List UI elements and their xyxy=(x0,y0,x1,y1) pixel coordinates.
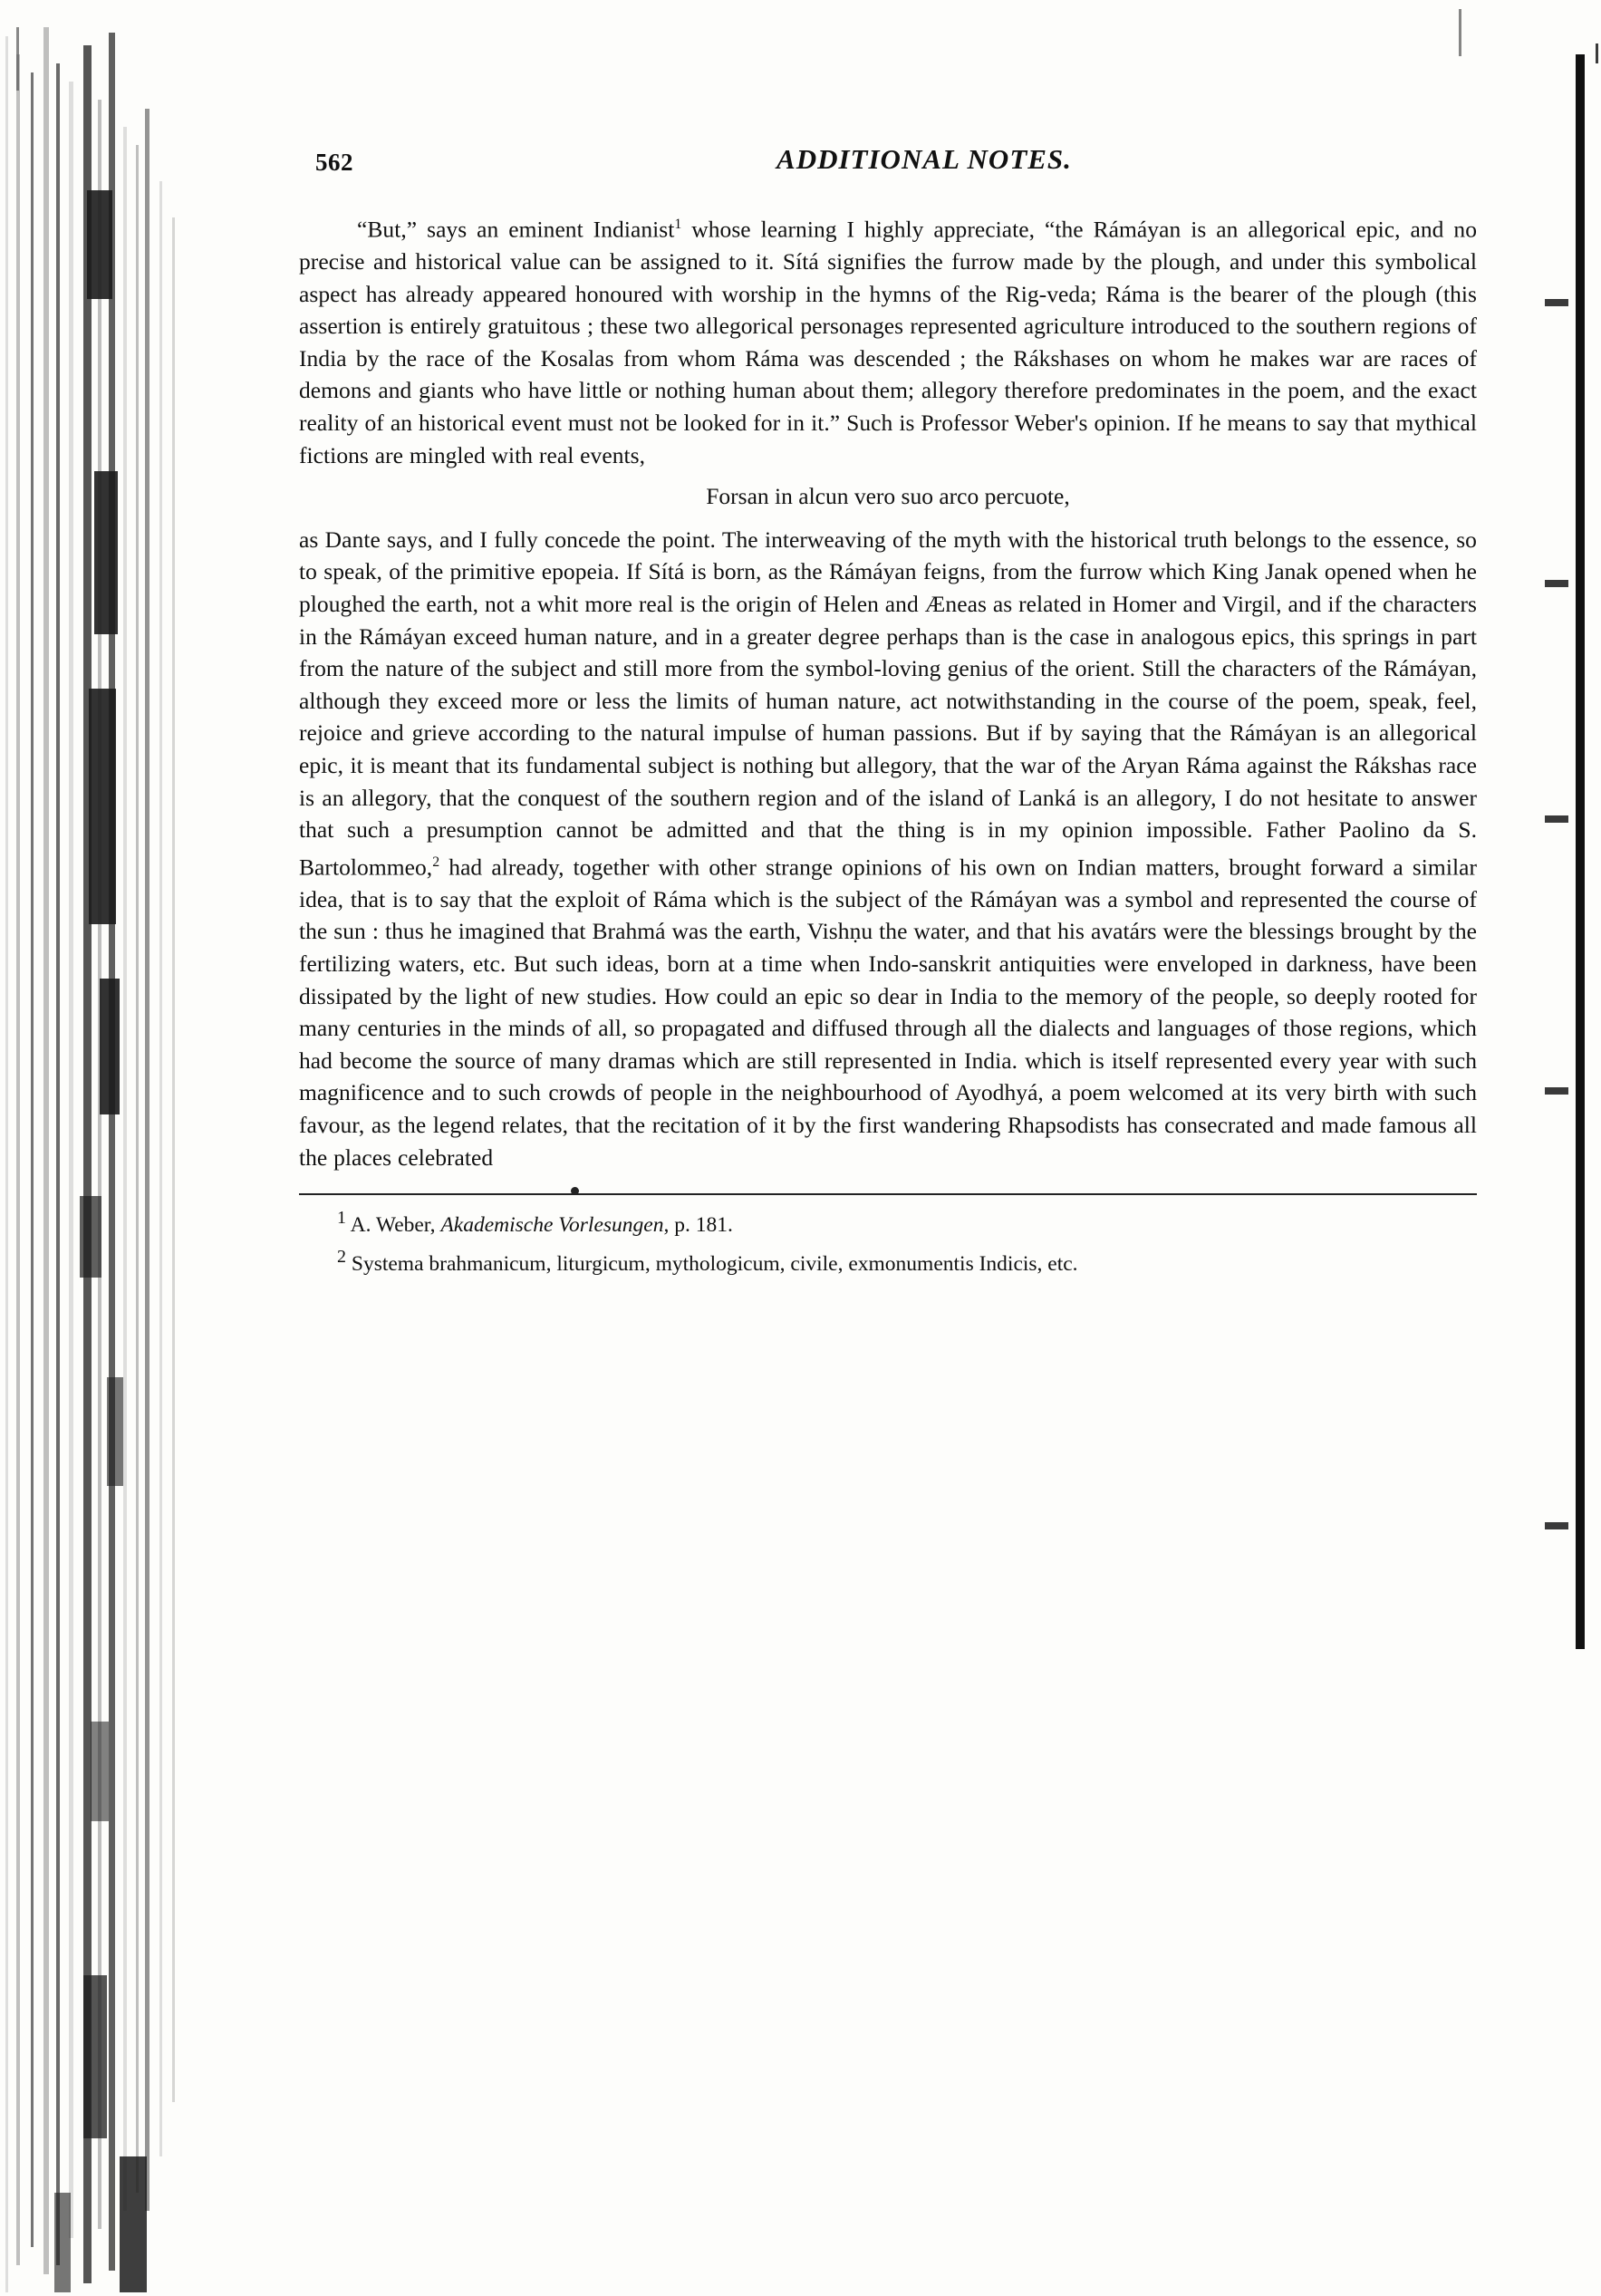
footnote-1-title: Akademische Vorlesungen xyxy=(440,1213,664,1238)
footnote-1-text: A. Weber, xyxy=(350,1213,441,1238)
footnote-ref-1: 1 xyxy=(674,217,682,232)
page-title: ADDITIONAL NOTES. xyxy=(776,143,1072,175)
page-number: 562 xyxy=(315,149,353,176)
footnote-ref-2: 2 xyxy=(432,854,440,870)
footnote-2-text: Systema brahmanicum, liturgicum, mythologicum, civile, exmonumentis Indicis, etc. xyxy=(351,1251,1078,1276)
paragraph-2-pre: as Dante says, and I fully concede the point. The interweaving of the myth with the historical truth belongs to the essence, so to speak, of the primitive epopeia. If Sítá is born, as the Rámáyan feigns, from the furrow which King Janak opened when he ploughed the earth, not a whit more real is the origin of Helen and Æneas as related in Homer and Virgil, and if the characters in the Rámáyan exceed human nature, and in a greater degree perhaps than is the case in analogous epics, this springs in part from the nature of the subject and still more from the symbol-loving genius of the orient. Still the characters of the Rámáyan, although they exceed more or less the limits of human nature, act notwithstanding in the course of the poem, speak, feel, rejoice and grieve according to the natural impulse of human passions. But if by saying that the Rámáyan is an allegorical epic, it is meant that its fundamental subject is nothing but allegory, that the war of the Aryan Ráma against the Rákshas race is an allegory, that the conquest of the southern region and of the island of Lanká is an allegory, I do not hesitate to answer that such a presumption cannot be admitted and that the thing is in my opinion impossible. Father Paolino da S. Bartolommeo, xyxy=(299,526,1477,881)
page-text-block xyxy=(299,136,1477,1282)
paragraph-quotation xyxy=(299,208,1477,471)
paragraph-commentary xyxy=(299,524,1477,1173)
verse-line: Forsan in alcun vero suo arco percuote, xyxy=(706,483,1070,510)
paragraph-1-pre: “But,” says an eminent Indianist xyxy=(357,216,675,243)
paragraph-1-post: whose learning I highly appreciate, “the Rámáyan is an allegorical epic, and no precise and historical value can be assigned to it. Sítá signifies the furrow made by the plough, and under this symbolical aspect has already appeared honoured with worship in the hymns of the Rig-veda; Ráma is the bearer of the plough (this assertion is entirely gratuitous ; these two allegorical personages represented agriculture introduced to the southern regions of India by the race of the Kosalas from whom Ráma was descended ; the Rákshases on whom he makes war are races of demons and giants who have little or nothing human about them; allegory therefore predominates in the poem, and the exact reality of an historical event must not be looked for in it.” Such is Professor Weber's opinion. If he means to say that mythical fictions are mingled with real events, xyxy=(299,216,1477,468)
footnote-2 xyxy=(299,1243,1477,1278)
scan-top-rule-mark xyxy=(1459,9,1461,56)
footnote-divider xyxy=(299,1193,1477,1195)
footnote-1 xyxy=(299,1204,1477,1240)
running-head xyxy=(299,136,1477,185)
footnote-2-marker: 2 xyxy=(337,1247,346,1268)
footnote-1-tail: , p. 181. xyxy=(663,1213,733,1238)
scan-corner-mark xyxy=(16,27,19,91)
footnote-1-marker: 1 xyxy=(337,1208,346,1229)
scan-edge-artifact xyxy=(1538,0,1601,2296)
scan-binding-artifact xyxy=(0,0,240,2296)
paragraph-2-post: had already, together with other strange opinions of his own on Indian matters, brought forward a similar idea, that is to say that the exploit of Ráma which is the subject of the Rámáyan was a symbol and represented the course of the sun : thus he imagined that Brahmá was the earth, Vishṇu the water, and that his avatárs were the blessings brought by the fertilizing waters, etc. But such ideas, born at a time when Indo-sanskrit antiquities were enveloped in darkness, have been dissipated by the light of new studies. How could an epic so dear in India to the memory of the people, so deeply rooted for many centuries in the minds of all, so propagated and diffused through all the dialects and languages of those regions, which had become the source of many dramas which are still represented in India. which is itself represented every year with such magnificence and to such crowds of people in the neighbourhood of Ayodhyá, a poem welcomed at its very birth with such favour, as the legend relates, that the recitation of it by the first wandering Rhapsodists has consecrated and made famous all the places celebrated xyxy=(299,854,1477,1171)
